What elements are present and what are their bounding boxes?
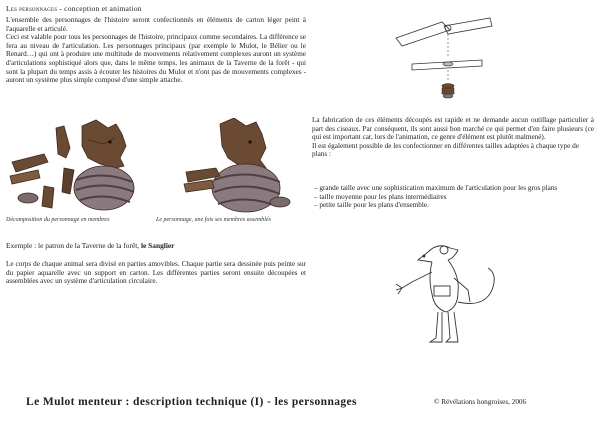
mouse-sketch-illustration [388, 238, 508, 354]
joint-sketch-illustration [392, 8, 496, 104]
boar-decomposed-illustration [4, 118, 152, 216]
list-item: – petite taille pour les plans d'ensemble. [314, 201, 429, 210]
size-list [312, 184, 594, 210]
section-title: Les personnages [6, 4, 58, 13]
right-block [312, 116, 594, 159]
example-line [6, 241, 174, 250]
body-paragraph-1: Le corps de chaque animal sera divisé en parties amovibles. Chaque partie sera dessinée puis peinte sur du papier aquarelle avec un support en carton. Les différentes parties seront ensuite découpées et assemblées avec un système d'articulation circulaire. [6, 260, 306, 286]
right-paragraph-2: Il est également possible de les confectionner en différentes tailles adaptées à chaque type de plans : [312, 141, 579, 159]
intro-paragraph-2: Ceci est valable pour tous les personnages de l'histoire, principaux comme secondaires. La différence se fera au niveau de l'articulation. Les personnages principaux (par exemple le Mulot, le Bélier ou le Renard…) qui ont à produire une multitude de mouvements relativement complexes auront un système d'articulations sophistiqué alors que, dans le même temps, les animaux de la Taverne de la forêt - qui sont la plupart du temps assis à écouter les histoires du Mulot et n'ont pas de mouvements complexes - auront un système plus simple composé d'une simple attache. [6, 33, 306, 85]
caption-decomposed: Décomposition du personnage en membres [6, 217, 110, 223]
section-heading [6, 4, 142, 13]
example-prefix: Exemple : le patron de la Taverne de la forêt, [6, 241, 141, 250]
example-character: le Sanglier [141, 241, 175, 250]
right-paragraph-1: La fabrication de ces éléments découpés est rapide et ne demande aucun outillage particulier à part des ciseaux. Par conséquent, ils sont aussi bon marché ce qui permet d'en faire plusieurs (ce qui est important car, lors de l'animation, ce genre d'élément est plutôt malmené). [312, 116, 594, 142]
list-item: – grande taille avec une sophistication maximum de l'articulation pour les gros plans [314, 184, 558, 192]
section-subtitle: conception et animation [64, 4, 142, 13]
intro-paragraph-1: L'ensemble des personnages de l'histoire seront confectionnés en éléments de carton léger peint à l'aquarelle et articulé. [6, 16, 306, 33]
footer-copyright: © Révélations hongroises, 2006 [434, 398, 527, 406]
footer-title: Le Mulot menteur : description technique (I) - les personnages [26, 396, 357, 408]
boar-assembled-illustration [176, 118, 304, 216]
body-block [6, 260, 306, 286]
list-item: – taille moyenne pour les plans intermédiaires [314, 192, 447, 201]
caption-assembled: Le personnage, une fois ses membres assemblés [156, 217, 271, 223]
heading-separator: - [57, 4, 65, 13]
intro-block [6, 16, 306, 85]
